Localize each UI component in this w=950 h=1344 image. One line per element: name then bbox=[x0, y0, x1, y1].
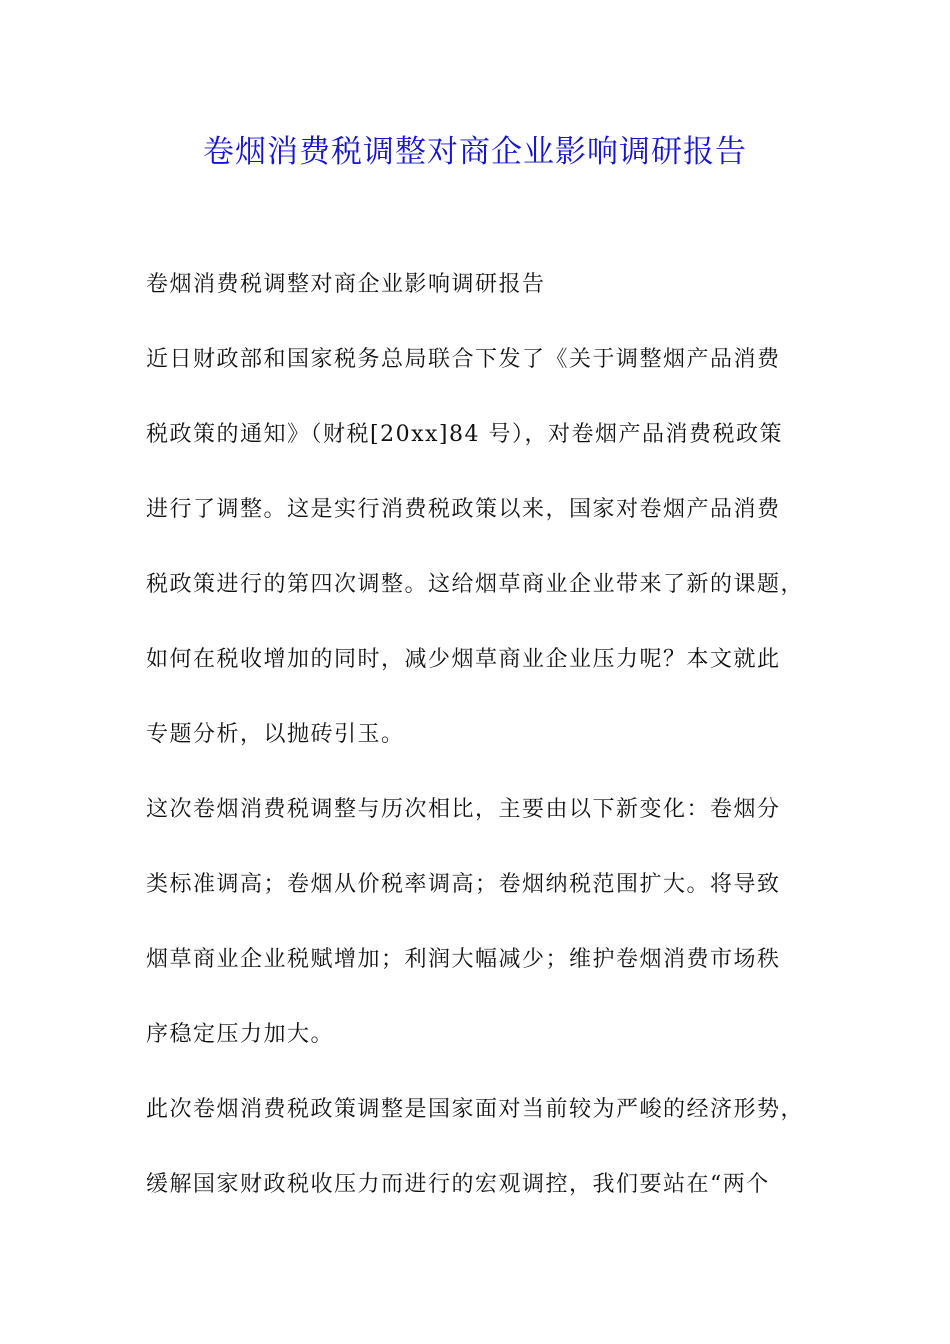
paragraph-line: 缓解国家财政税收压力而进行的宏观调控，我们要站在“两个 bbox=[146, 1172, 770, 1197]
paragraph-line: 进行了调整。这是实行消费税政策以来，国家对卷烟产品消费 bbox=[146, 497, 781, 522]
paragraph-line: 此次卷烟消费税政策调整是国家面对当前较为严峻的经济形势， bbox=[146, 1097, 805, 1122]
paragraph-line: 税政策进行的第四次调整。这给烟草商业企业带来了新的课题， bbox=[146, 572, 805, 597]
paragraph-line: 税政策的通知》（财税[20xx]84 号），对卷烟产品消费税政策 bbox=[146, 422, 783, 447]
paragraph-line: 这次卷烟消费税调整与历次相比，主要由以下新变化：卷烟分 bbox=[146, 797, 781, 822]
paragraph-line: 近日财政部和国家税务总局联合下发了《关于调整烟产品消费 bbox=[146, 347, 781, 372]
paragraph-line: 如何在税收增加的同时，减少烟草商业企业压力呢？本文就此 bbox=[146, 647, 781, 672]
paragraph-line: 序稳定压力加大。 bbox=[146, 1022, 335, 1047]
paragraph-line: 烟草商业企业税赋增加；利润大幅减少；维护卷烟消费市场秩 bbox=[146, 947, 781, 972]
paragraph-line: 专题分析，以抛砖引玉。 bbox=[146, 722, 405, 747]
document-title: 卷烟消费税调整对商企业影响调研报告 bbox=[203, 134, 747, 170]
document-subtitle: 卷烟消费税调整对商企业影响调研报告 bbox=[146, 272, 546, 297]
paragraph-line: 类标准调高；卷烟从价税率调高；卷烟纳税范围扩大。将导致 bbox=[146, 872, 781, 897]
